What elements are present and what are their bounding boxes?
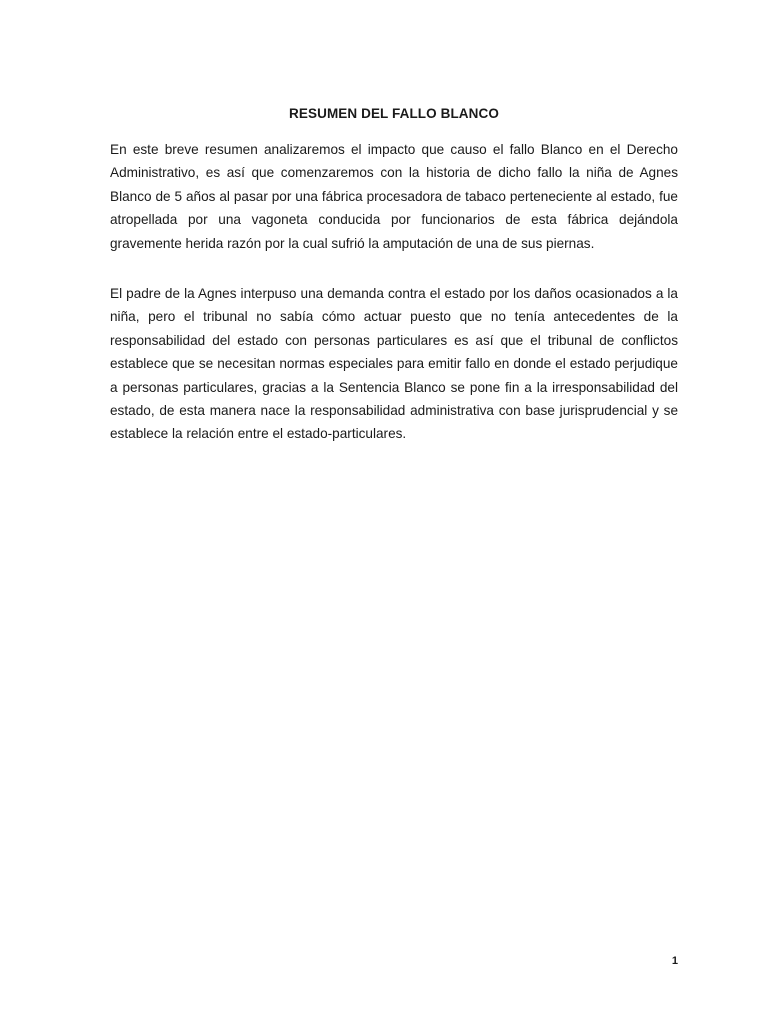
page-number: 1	[671, 955, 678, 967]
paragraph-demand: El padre de la Agnes interpuso una demanda contra el estado por los daños ocasionados a la niña, pero el tribunal no sabía cómo actuar puesto que no tenía antecedentes de la responsabilidad del estado con personas particulares es así que el tribunal de conflictos establece que se necesitan normas especiales para emitir fallo en donde el estado perjudique a personas particulares, gracias a la Sentencia Blanco se pone fin a la irresponsabilidad del estado, de esta manera nace la responsabilidad administrativa con base jurisprudencial y se establece la relación entre el estado-particulares.	[110, 286, 678, 442]
document-title: RESUMEN DEL FALLO BLANCO	[289, 106, 499, 121]
paragraph-intro: En este breve resumen analizaremos el impacto que causo el fallo Blanco en el Derecho Administrativo, es así que comenzaremos con la historia de dicho fallo la niña de Agnes Blanco de 5 años al pasar por una fábrica procesadora de tabaco perteneciente al estado, fue atropellada por una vagoneta conducida por funcionarios de esta fábrica dejándola gravemente herida razón por la cual sufrió la amputación de una de sus piernas.	[110, 142, 678, 251]
